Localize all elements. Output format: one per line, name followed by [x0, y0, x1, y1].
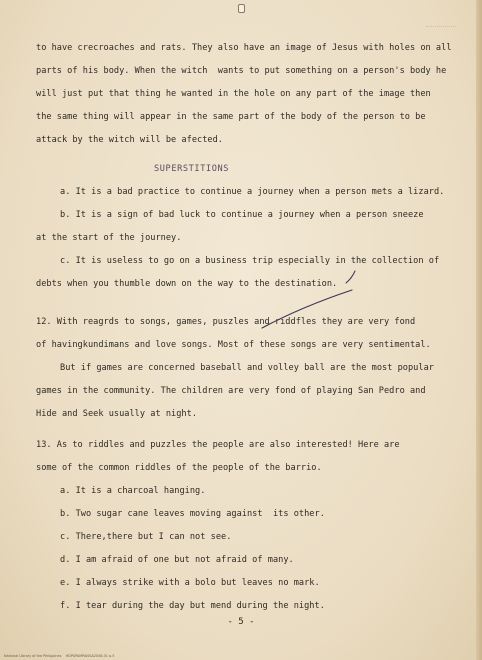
body-line: to have crecroaches and rats. They also have an image of Jesus with holes on all: [36, 43, 452, 53]
body-line: will just put that thing he wanted in the hole on any part of the image then: [36, 89, 431, 99]
body-line: 13. As to riddles and puzzles the people are also interested! Here are: [36, 440, 400, 450]
superstition-item: at the start of the journey.: [36, 233, 182, 243]
checkmark-stroke: [346, 271, 355, 283]
body-line: some of the common riddles of the people of the barrio.: [36, 463, 322, 473]
body-line: parts of his body. When the witch wants to put something on a person's body he: [36, 66, 447, 76]
body-line: the same thing will appear in the same part of the body of the person to be: [36, 112, 426, 122]
archive-footer: National Library of the Philippines HDPSPAMPANGA2008-01 p.5: [4, 654, 115, 658]
bleed-through-mark: [426, 26, 456, 41]
riddle-item: d. I am afraid of one but not afraid of many.: [60, 555, 294, 565]
superstitions-heading: SUPERSTITIONS: [154, 164, 230, 174]
riddle-item: c. There,there but I can not see.: [60, 532, 232, 542]
body-line: games in the community. The children are very fond of playing San Pedro and: [36, 386, 426, 396]
superstition-item: debts when you thumble down on the way to the destination.: [36, 279, 338, 289]
riddle-item: e. I always strike with a bolo but leaves no mark.: [60, 578, 320, 588]
body-line: of havingkundimans and love songs. Most of these songs are very sentimental.: [36, 340, 431, 350]
riddle-item: a. It is a charcoal hanging.: [60, 486, 206, 496]
body-line: But if games are concerned baseball and volley ball are the most popular: [60, 363, 434, 373]
riddle-item: f. I tear during the day but mend during the night.: [60, 601, 325, 611]
body-line: attack by the witch will be afected.: [36, 135, 223, 145]
superstition-item: b. It is a sign of bad luck to continue a journey when a person sneeze: [60, 210, 424, 220]
body-line: Hide and Seek usually at night.: [36, 409, 198, 419]
superstition-item: c. It is useless to go on a business trip especially in the collection of: [60, 256, 440, 266]
page-edge-shadow: [476, 0, 482, 660]
punch-hole-mark: [238, 4, 245, 13]
riddle-item: b. Two sugar cane leaves moving against its other.: [60, 509, 325, 519]
superstition-item: a. It is a bad practice to continue a journey when a person mets a lizard.: [60, 187, 445, 197]
body-line: 12. With reagrds to songs, games, puszles and riddfles they are very fond: [36, 317, 416, 327]
page-number: - 5 -: [227, 617, 255, 627]
